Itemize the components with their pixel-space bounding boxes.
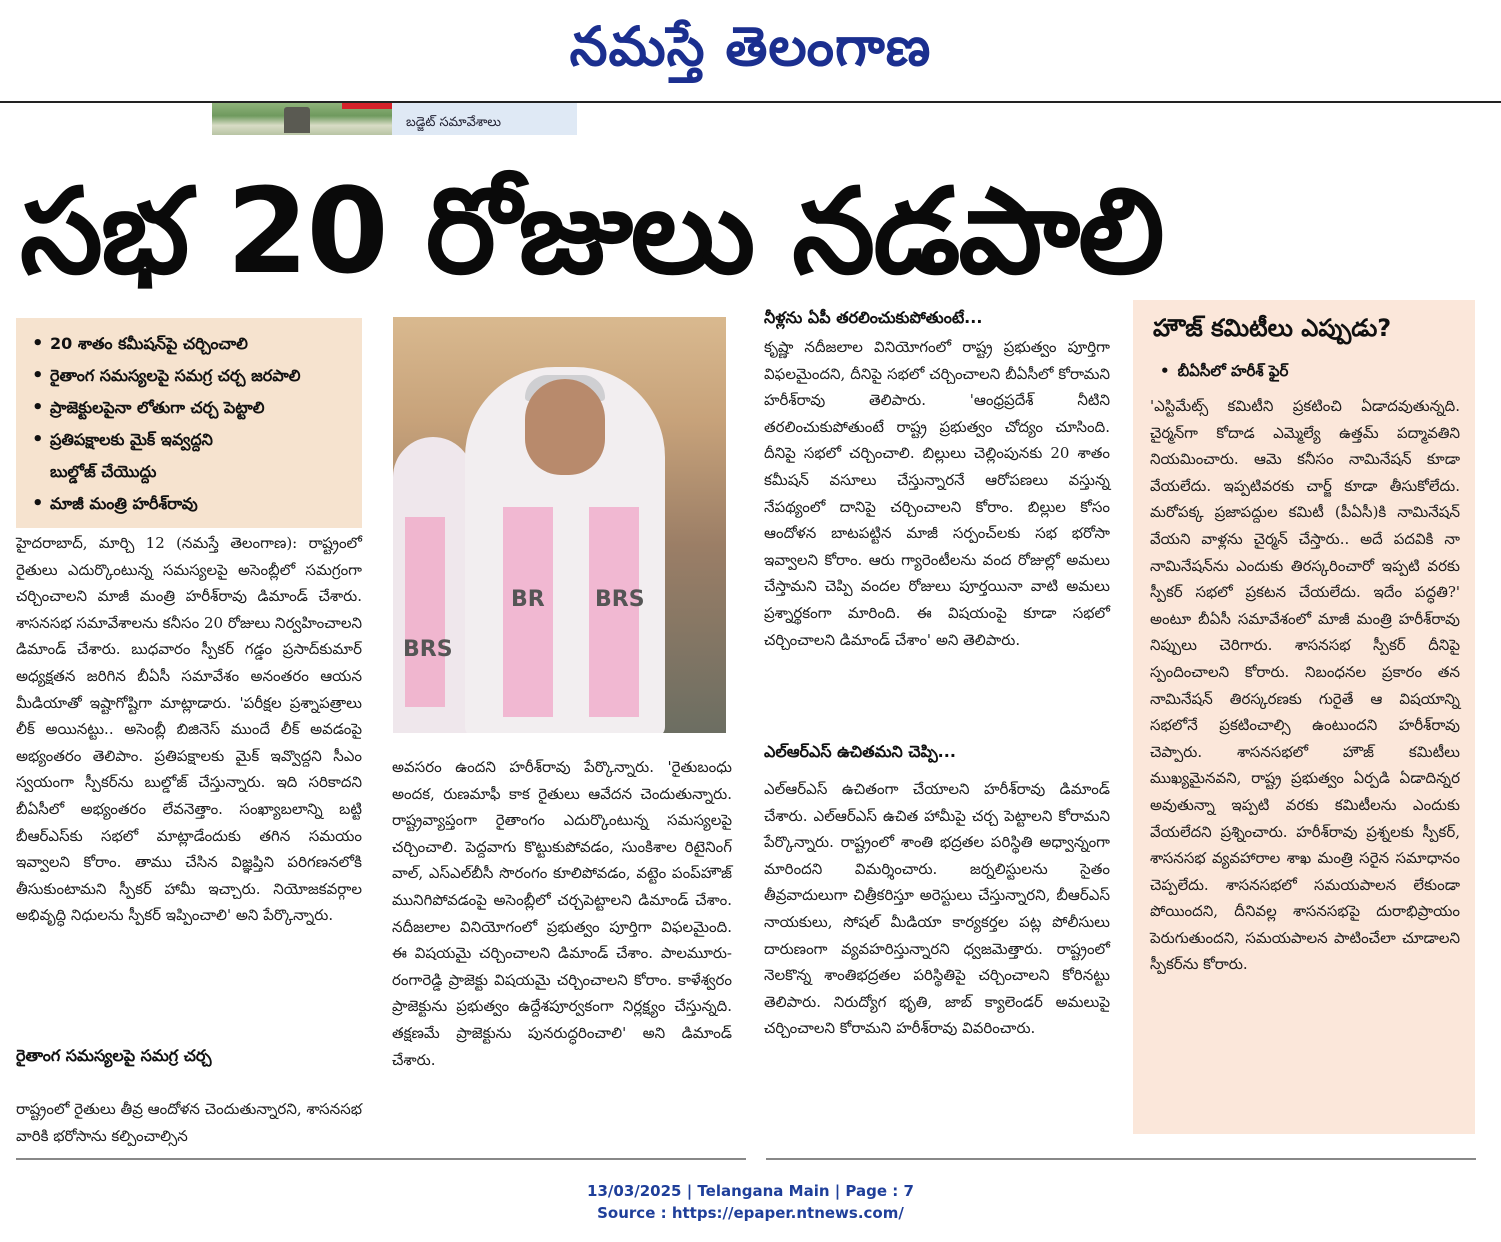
assembly-building-icon: [284, 107, 310, 133]
highlight-item: • 20 శాతం కమీషన్‌పై చర్చించాలి: [28, 328, 352, 360]
banner-label: బడ్జెట్ సమావేశాలు: [392, 103, 577, 135]
article-paragraph: రాష్ట్రంలో రైతులు తీవ్ర ఆందోళన చెందుతున్నారని, శాసనసభ వారికి భరోసాను కల్పించాల్సిన: [16, 1100, 362, 1145]
page-footer: [0, 1180, 1501, 1224]
banner-image: [212, 103, 392, 135]
highlights-box: [16, 318, 362, 528]
section-subhead: నీళ్లను ఏపీ తరలించుకుపోతుంటే...: [764, 308, 983, 327]
section-subhead: ఎల్‌ఆర్‌ఎస్ ఉచితమని చెప్పి...: [764, 742, 956, 761]
sidebar-subtitle: • బీఏసీలో హరీశ్ ఫైర్: [1160, 362, 1288, 384]
bottom-divider: [16, 1158, 746, 1160]
article-column-3: [764, 334, 1110, 653]
article-column-2: [392, 754, 732, 1073]
brs-badge-text: BRS: [403, 637, 453, 662]
article-headline: సభ 20 రోజులు నడపాలి: [20, 162, 1163, 300]
article-column-1: [16, 530, 362, 929]
highlight-item: • ప్రతిపక్షాలకు మైక్ ఇవ్వద్దని: [28, 424, 352, 456]
article-paragraph: అవసరం ఉందని హరీశ్‌రావు పేర్కొన్నారు. 'రైతుబంధు అందక, రుణమాఫీ కాక రైతులు ఆవేదన చెందుతున్నారు. రాష్ట్రవ్యాప్తంగా రైతాంగం ఎదుర్కొంటున్న సమస్యలపై చర్చించాలి. పెద్దవాగు కొట్టుకుపోవడం, సుంకిశాల రిటైనింగ్ వాల్, ఎస్‌ఎల్‌బీసీ సొరంగం కూలిపోవడం, వట్టెం పంప్‌హౌజ్ మునిగిపోవడంపై అసెంబ్లీలో చర్చపెట్టాలని డిమాండ్ చేశాం. నదీజలాల వినియోగంలో ప్రభుత్వం పూర్తిగా విఫలమైంది. ఈ విషయమై చర్చించాలని డిమాండ్ చేశాం. పాలమూరు-రంగారెడ్డి ప్రాజెక్టు విషయమై చర్చించాలని కోరాం. కాళేశ్వరం ప్రాజెక్టును ప్రభుత్వం ఉద్దేశపూర్వకంగా నిర్లక్ష్యం చేస్తున్నది. తక్షణమే ప్రాజెక్టును పునరుద్ధరించాలి' అని డిమాండ్ చేశారు.: [392, 758, 732, 1069]
article-paragraph: హైదరాబాద్, మార్చి 12 (నమస్తే తెలంగాణ): రాష్ట్రంలో రైతులు ఎదుర్కొంటున్న సమస్యలపై అసెంబ్లీలో సమగ్రంగా చర్చించాలని మాజీ మంత్రి హరీశ్‌రావు డిమాండ్ చేశారు. శాసనసభ సమావేశాలను కనీసం 20 రోజులు నిర్వహించాలని డిమాండ్ చేశారు. బుధవారం స్పీకర్ గడ్డం ప్రసాద్‌కుమార్ అధ్యక్షతన జరిగిన బీఏసీ సమావేశం అనంతరం ఆయన మీడియాతో ఇష్టాగోష్టిగా మాట్లాడారు. 'పరీక్షల ప్రశ్నాపత్రాలు లీక్ అయినట్టు.. అసెంబ్లీ బిజినెస్ ముందే లీక్ అవడంపై అభ్యంతరం తెలిపాం. ప్రతిపక్షాలకు మైక్ ఇవ్వొద్దని సీఎం స్వయంగా స్పీకర్‌ను బుల్డోజ్ చేస్తున్నారు. ఇది సరికాదని బీఏసీలో అభ్యంతరం లేవనెత్తాం. సంఖ్యాబలాన్ని బట్టి బీఆర్‌ఎస్‌కు సభలో మాట్లాడేందుకు తగిన సమయం ఇవ్వాలని కోరాం. తాము చేసిన విజ్ఞప్తిని పరిగణనలోకి తీసుకుంటామని స్పీకర్ హామీ ఇచ్చారు. నియోజకవర్గాల అభివృద్ధి నిధులను స్పీకర్ ఇప్పించాలి' అని పేర్కొన్నారు.: [16, 534, 362, 925]
sidebar-title: హౌజ్ కమిటీలు ఎప్పుడు?: [1153, 314, 1392, 342]
brs-badge-text: BR: [511, 587, 545, 612]
person-face: [525, 379, 605, 475]
party-scarf: [589, 507, 639, 717]
article-paragraph: ఎల్‌ఆర్‌ఎస్ ఉచితంగా చేయాలని హరీశ్‌రావు డిమాండ్ చేశారు. ఎల్‌ఆర్‌ఎస్ ఉచిత హామీపై చర్చ పెట్టాలని కోరామని పేర్కొన్నారు. రాష్ట్రంలో శాంతి భద్రతల పరిస్థితి అధ్వాన్నంగా మారిందని విమర్శించారు. జర్నలిస్టులను సైతం తీవ్రవాదులుగా చిత్రీకరిస్తూ అరెస్టులు చేస్తున్నారని, బీఆర్‌ఎస్ నాయకులు, సోషల్ మీడియా కార్యకర్తల పట్ల పోలీసులు దారుణంగా వ్యవహరిస్తున్నారని ధ్వజమెత్తారు. రాష్ట్రంలో నెలకొన్న శాంతిభద్రతల పరిస్థితిపై చర్చించాలని కోరినట్టు తెలిపారు. నిరుద్యోగ భృతి, జాబ్ క్యాలెండర్ అమలుపై చర్చించాలని కోరామని హరీశ్‌రావు వివరించారు.: [764, 780, 1110, 1038]
section-banner: [212, 103, 577, 135]
footer-date-page: 13/03/2025 | Telangana Main | Page : 7: [587, 1182, 914, 1200]
sidebar-body: [1150, 393, 1460, 978]
newspaper-logo: నమస్తే తెలంగాణ: [569, 14, 932, 78]
party-scarf: [503, 507, 553, 717]
brs-badge-text: BRS: [595, 587, 645, 612]
highlight-item: • ప్రాజెక్టులపైనా లోతుగా చర్చ పెట్టాలి: [28, 392, 352, 424]
article-photo: [393, 317, 726, 733]
article-column-1-continued: [16, 1096, 362, 1149]
highlight-item: • రైతాంగ సమస్యలపై సమగ్ర చర్చ జరపాలి: [28, 360, 352, 392]
footer-source-link[interactable]: Source : https://epaper.ntnews.com/: [597, 1204, 904, 1222]
section-subhead: రైతాంగ సమస్యలపై సమగ్ర చర్చ: [16, 1046, 212, 1065]
bottom-divider: [766, 1158, 1476, 1160]
article-paragraph: కృష్ణా నదీజలాల వినియోగంలో రాష్ట్ర ప్రభుత్వం పూర్తిగా విఫలమైందని, దీనిపై సభలో చర్చించాలని బీఏసీలో కోరామని హరీశ్‌రావు తెలిపారు. 'ఆంధ్రప్రదేశ్ నీటిని తరలించుకుపోతుంటే రాష్ట్ర ప్రభుత్వం చోద్యం చూసింది. దీనిపై సభలో చర్చించాలి. బిల్లులు చెల్లింపునకు 20 శాతం కమీషన్ వసూలు చేస్తున్నారనే ఆరోపణలు వస్తున్న నేపథ్యంలో దానిపై చర్చించాలని కోరాం. బిల్లుల కోసం ఆందోళన బాటపట్టిన మాజీ సర్పంచ్‌లకు సభ భరోసా ఇవ్వాలని కోరాం. ఆరు గ్యారెంటీలను వంద రోజుల్లో అమలు చేస్తామని చెప్పి వందల రోజులు పూర్తయినా వాటి అమలు ప్రశ్నార్థకంగా మారింది. ఈ విషయంపై కూడా సభలో చర్చించాలని డిమాండ్ చేశాం' అని తెలిపారు.: [764, 338, 1110, 649]
masthead: [0, 0, 1501, 100]
highlight-item: బుల్డోజ్ చేయొద్దు: [50, 462, 157, 481]
highlight-item: • మాజీ మంత్రి హరీశ్‌రావు: [28, 488, 352, 520]
article-paragraph: 'ఎస్టిమేట్స్ కమిటీని ప్రకటించి ఏడాదవుతున్నది. చైర్మన్‌గా కోదాడ ఎమ్మెల్యే ఉత్తమ్ పద్మావతిని నియమించారు. ఆమె కనీసం నామినేషన్ కూడా వేయలేదు. ఇప్పటివరకు చార్జ్ కూడా తీసుకోలేదు. మరోపక్క ప్రజాపద్దుల కమిటీ (పీఏసీ)కి నామినేషన్ వేయని వాళ్లను చైర్మన్ చేస్తారు.. అదే పదవికి నా నామినేషన్‌ను ఎందుకు తిరస్కరించారో ఇప్పటి వరకు స్పీకర్ సభలో ప్రకటన చేయలేదు. ఇదేం పద్ధతి?' అంటూ బీఏసీ సమావేశంలో మాజీ మంత్రి హరీశ్‌రావు నిప్పులు చెరిగారు. శాసనసభ స్పీకర్ దీనిపై స్పందించాలని కోరారు. నిబంధనల ప్రకారం తన నామినేషన్ తిరస్కరణకు గురైతే ఆ విషయాన్ని సభలోనే ప్రకటించాల్సి ఉంటుందని హరీశ్‌రావు చెప్పారు. శాసనసభలో హౌజ్ కమిటీలు ముఖ్యమైనవని, రాష్ట్ర ప్రభుత్వం ఏర్పడి ఏడాదిన్నర అవుతున్నా ఇప్పటి వరకు కమిటీలను ఎందుకు వేయలేదని ప్రశ్నించారు. హరీశ్‌రావు ప్రశ్నలకు స్పీకర్, శాసనసభ వ్యవహారాల శాఖ మంత్రి సరైన సమాధానం చెప్పలేదు. శాసనసభలో సమయపాలన లేకుండా పోయిందని, దీనివల్ల శాసనసభపై దురాభిప్రాయం పెరుగుతుందని, సమయపాలన పాటించేలా చూడాలని స్పీకర్‌ను కోరారు.: [1150, 397, 1460, 974]
article-column-3-continued: [764, 776, 1110, 1042]
